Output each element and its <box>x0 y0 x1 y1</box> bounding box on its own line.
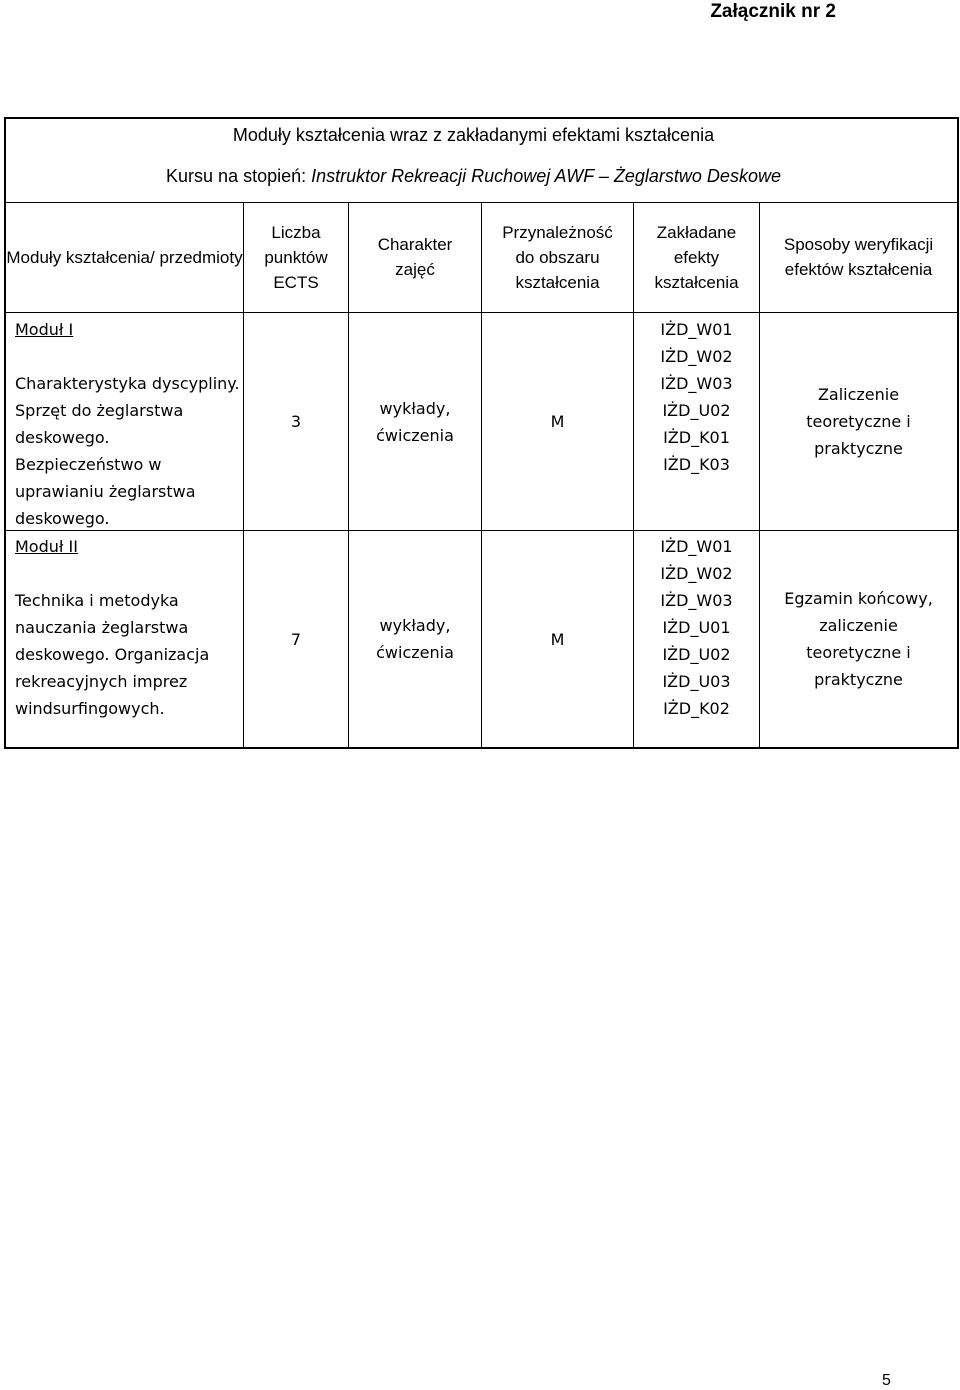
module-2-verification: Egzamin końcowy, zaliczenie teoretyczne i praktyczne <box>784 589 933 689</box>
header-verification: Sposoby weryfikacji efektów kształcenia <box>783 235 934 279</box>
table-title-line1: Moduły kształcenia wraz z zakładanymi efektami kształcenia <box>232 125 715 145</box>
module-2-title: Moduł II <box>15 537 78 556</box>
header-modules: Moduły kształcenia/ przedmioty <box>6 247 243 267</box>
module-1-character: wykłady, ćwiczenia <box>376 398 454 445</box>
annex-label: Załącznik nr 2 <box>710 1 836 22</box>
header-area: Przynależność do obszaru kształcenia <box>502 222 613 292</box>
course-prefix: Kursu na stopień: <box>166 166 312 186</box>
module-2-outcomes: IŻD_W01 IŻD_W02 IŻD_W03 IŻD_U01 IŻD_U02 IŻD_U03 IŻD_K02 <box>660 537 733 718</box>
module-1-outcomes: IŻD_W01 IŻD_W02 IŻD_W03 IŻD_U02 IŻD_K01 IŻD_K03 <box>660 320 733 474</box>
page-number: 5 <box>882 1372 891 1389</box>
module-1-verification: Zaliczenie teoretyczne i praktyczne <box>806 385 911 458</box>
module-2-description: Technika i metodyka nauczania żeglarstwa deskowego. Organizacja rekreacyjnych imprez windsurfingowych. <box>15 591 210 718</box>
module-1-description: Charakterystyka dyscypliny. Sprzęt do żeglarstwa deskowego. Bezpieczeństwo w uprawianiu żeglarstwa deskowego. <box>15 374 240 528</box>
module-1-cell <box>15 316 240 532</box>
header-ects: Liczba punktów ECTS <box>264 222 328 292</box>
module-1-ects: 3 <box>290 412 302 431</box>
modules-table <box>4 117 959 749</box>
module-2-character: wykłady, ćwiczenia <box>376 616 454 662</box>
module-1-title: Moduł I <box>15 320 74 339</box>
module-1-area: M <box>550 412 565 431</box>
module-2-cell <box>15 533 240 722</box>
course-name: Instruktor Rekreacji Ruchowej AWF – Żeglarstwo Deskowe <box>311 166 781 186</box>
header-outcomes: Zakładane efekty kształcenia <box>654 222 739 292</box>
table-title <box>6 119 957 203</box>
module-2-ects: 7 <box>290 629 302 649</box>
table-title-line2 <box>6 164 941 188</box>
module-2-area: M <box>550 629 565 649</box>
header-character: Charakter zajęć <box>377 235 453 279</box>
